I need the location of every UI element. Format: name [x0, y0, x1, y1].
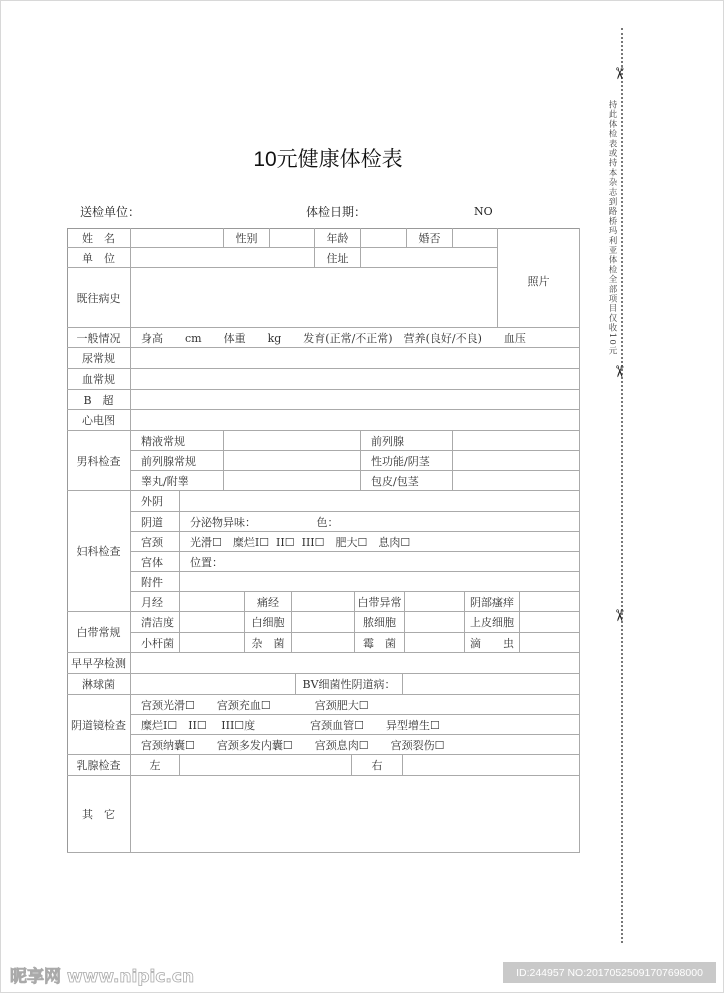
input-cell[interactable] — [131, 653, 580, 674]
input-cell[interactable] — [520, 612, 580, 633]
label-age: 年龄 — [315, 228, 361, 248]
label-address: 住址 — [315, 248, 361, 268]
label-general-detail: 身高 cm 体重 kg 发育(正常/不正常) 营养(良好/不良) 血压 — [131, 328, 580, 348]
label-urine: 尿常规 — [67, 348, 131, 369]
input-cell[interactable] — [131, 369, 580, 390]
label-ecg: 心电图 — [67, 410, 131, 431]
input-cell[interactable] — [180, 755, 352, 776]
input-cell[interactable] — [361, 228, 407, 248]
input-cell[interactable] — [131, 348, 580, 369]
label-breast: 乳腺检查 — [67, 755, 131, 776]
label-epithelial: 上皮细胞 — [465, 612, 520, 633]
input-cell[interactable] — [292, 612, 355, 633]
input-cell[interactable] — [180, 612, 245, 633]
label-wbc: 白细胞 — [245, 612, 292, 633]
label-pruritus: 阴部瘙痒 — [465, 592, 520, 612]
label-prostate-routine: 前列腺常规 — [131, 451, 224, 471]
input-cell[interactable] — [405, 592, 465, 612]
label-adnexa: 附件 — [131, 572, 180, 592]
label-semen: 精液常规 — [131, 431, 224, 451]
cut-line — [621, 28, 623, 943]
sender-unit-label: 送检单位： — [80, 205, 141, 219]
scissors-icon: ✂ — [610, 608, 630, 623]
input-cell[interactable] — [180, 592, 245, 612]
input-cell[interactable] — [131, 674, 296, 695]
input-cell[interactable] — [405, 633, 465, 653]
label-blood: 血常规 — [67, 369, 131, 390]
label-leucorrhea-abnormal: 白带异常 — [355, 592, 405, 612]
label-bv: BV细菌性阴道病： — [296, 674, 403, 695]
input-cell[interactable] — [403, 755, 580, 776]
label-prostate: 前列腺 — [361, 431, 453, 451]
input-cell[interactable] — [361, 248, 498, 268]
input-cell[interactable] — [405, 612, 465, 633]
label-colpo-1: 宫颈光滑☐ 宫颈充血☐ 宫颈肥大☐ — [131, 695, 580, 715]
label-menses: 月经 — [131, 592, 180, 612]
label-pus: 脓细胞 — [355, 612, 405, 633]
label-dysmenorrhea: 痛经 — [245, 592, 292, 612]
input-cell[interactable] — [453, 228, 498, 248]
input-cell[interactable] — [224, 431, 361, 451]
input-cell[interactable] — [453, 451, 580, 471]
input-cell[interactable] — [292, 592, 355, 612]
label-colpo-2: 糜烂I☐ II☐ III☐度 宫颈血管☐ 异型增生☐ — [131, 715, 580, 735]
label-gyn: 妇科检查 — [67, 491, 131, 612]
label-cervix-detail: 光滑☐ 糜烂I☐ II☐ III☐ 肥大☐ 息肉☐ — [180, 532, 580, 552]
label-uterus-detail: 位置： — [180, 552, 580, 572]
label-leucorrhea: 白带常规 — [67, 612, 131, 653]
exam-form-table — [67, 228, 580, 853]
label-vagina-detail: 分泌物异味： 色： — [180, 512, 580, 532]
input-cell[interactable] — [131, 268, 498, 328]
label-trichomonas: 滴 虫 — [465, 633, 520, 653]
label-testis: 睾丸/附睾 — [131, 471, 224, 491]
label-history: 既往病史 — [67, 268, 131, 328]
input-cell[interactable] — [131, 410, 580, 431]
input-cell[interactable] — [520, 633, 580, 653]
exam-date-label: 体检日期： — [306, 205, 367, 219]
side-note: 持此体检表或持本杂志到路桥玛利亚体检全部项目仅收10元 — [607, 100, 617, 356]
watermark-logo: 昵享网 www.nipic.cn — [10, 967, 195, 987]
input-cell[interactable] — [224, 471, 361, 491]
input-cell[interactable] — [224, 451, 361, 471]
input-cell[interactable] — [180, 633, 245, 653]
label-unit: 单 位 — [67, 248, 131, 268]
input-cell[interactable] — [131, 390, 580, 410]
input-cell[interactable] — [131, 248, 315, 268]
label-vagina: 阴道 — [131, 512, 180, 532]
input-cell[interactable] — [292, 633, 355, 653]
label-mould: 霉 菌 — [355, 633, 405, 653]
label-right: 右 — [352, 755, 403, 776]
label-male: 男科检查 — [67, 431, 131, 491]
label-left: 左 — [131, 755, 180, 776]
scissors-icon: ✂ — [610, 364, 630, 379]
label-cervix: 宫颈 — [131, 532, 180, 552]
label-name: 姓 名 — [67, 228, 131, 248]
scissors-icon: ✂ — [610, 66, 630, 81]
number-label: NO — [474, 205, 493, 218]
label-colposcopy: 阴道镜检查 — [67, 695, 131, 755]
label-pregnancy: 早早孕检测 — [67, 653, 131, 674]
watermark-id: ID:244957 NO:20170525091707698000 — [503, 962, 716, 983]
input-cell[interactable] — [453, 471, 580, 491]
label-foreskin: 包皮/包茎 — [361, 471, 453, 491]
label-photo: 照片 — [498, 228, 580, 328]
label-b-ultrasound: B 超 — [67, 390, 131, 410]
label-uterus: 宫体 — [131, 552, 180, 572]
label-sexual-function: 性功能/阴茎 — [361, 451, 453, 471]
label-other: 其 它 — [67, 776, 131, 853]
label-gender: 性别 — [224, 228, 270, 248]
label-gonococcus: 淋球菌 — [67, 674, 131, 695]
label-mixed: 杂 菌 — [245, 633, 292, 653]
input-cell[interactable] — [180, 491, 580, 512]
input-cell[interactable] — [403, 674, 580, 695]
input-cell[interactable] — [453, 431, 580, 451]
input-cell[interactable] — [131, 776, 580, 853]
label-bacillus: 小杆菌 — [131, 633, 180, 653]
input-cell[interactable] — [520, 592, 580, 612]
page-title: 10元健康体检表 — [253, 148, 403, 171]
label-vulva: 外阴 — [131, 491, 180, 512]
label-general: 一般情况 — [67, 328, 131, 348]
input-cell[interactable] — [131, 228, 224, 248]
input-cell[interactable] — [270, 228, 315, 248]
label-colpo-3: 宫颈纳囊☐ 宫颈多发内囊☐ 宫颈息肉☐ 宫颈裂伤☐ — [131, 735, 580, 755]
label-cleanliness: 清洁度 — [131, 612, 180, 633]
label-marital: 婚否 — [407, 228, 453, 248]
input-cell[interactable] — [180, 572, 580, 592]
